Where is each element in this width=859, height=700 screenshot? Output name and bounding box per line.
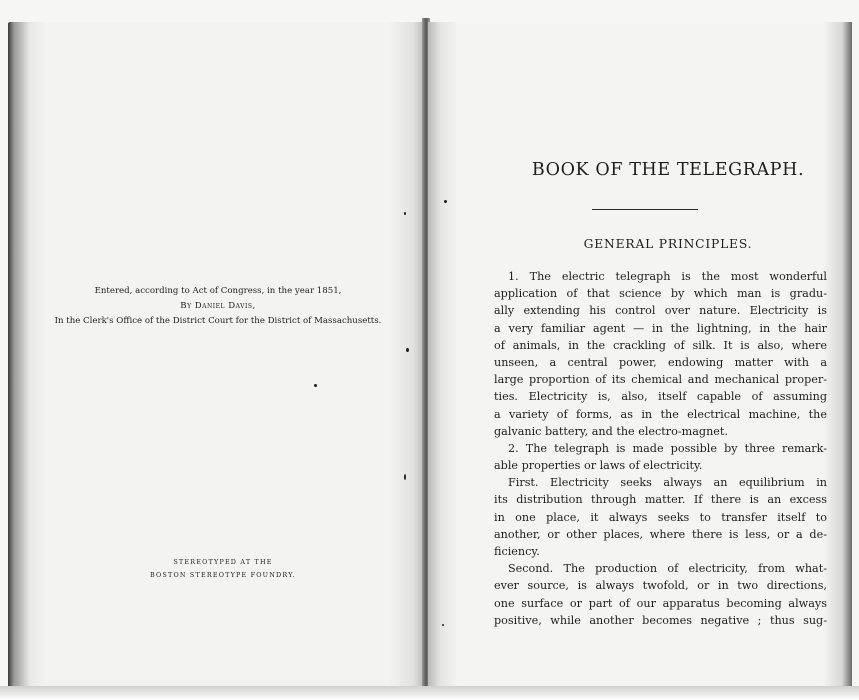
- text-line: another, or other places, where there is less, or a de-: [494, 527, 827, 541]
- text-line: 2. The telegraph is made possible by three remark-: [508, 441, 827, 455]
- text-line: able properties or laws of electricity.: [494, 459, 703, 473]
- copyright-line-1: Entered, according to Act of Congress, in the year 1851,: [94, 286, 342, 296]
- text-line: a variety of forms, as in the electrical machine, the: [494, 407, 827, 421]
- imprint-line-2: BOSTON STEREOTYPE FOUNDRY.: [149, 571, 297, 579]
- text-line: a very familiar agent — in the lightning, in the hair: [494, 321, 827, 335]
- ink-speck: [404, 474, 406, 480]
- text-line: positive, while another becomes negative ; thus sug-: [494, 613, 827, 627]
- text-line: one surface or part of our apparatus becoming always: [494, 596, 827, 610]
- ink-speck: [314, 384, 317, 387]
- stereotype-imprint: [108, 556, 338, 582]
- imprint-line-1: STEREOTYPED AT THE: [173, 558, 273, 566]
- copyright-line-2: By Daniel Davis,: [180, 301, 256, 311]
- title-rule: [592, 209, 698, 210]
- copyright-line-3: In the Clerk's Office of the District Court for the District of Massachusetts.: [54, 316, 382, 326]
- left-page: [8, 22, 424, 690]
- text-line: galvanic battery, and the electro-magnet.: [494, 424, 728, 438]
- copyright-notice: [48, 284, 388, 329]
- text-line: of animals, in the crackling of silk. It is also, where: [494, 338, 827, 352]
- ink-speck: [442, 624, 444, 626]
- text-line: ficiency.: [494, 545, 540, 558]
- text-line: unseen, a central power, endowing matter with a: [494, 355, 827, 369]
- text-line: application of that science by which man is gradu-: [494, 287, 827, 301]
- text-line: ally extending his control over nature. Electricity is: [494, 304, 827, 318]
- text-line: large proportion of its chemical and mechanical proper-: [494, 373, 827, 387]
- text-line: 1. The electric telegraph is the most wonderful: [508, 270, 827, 283]
- text-line: ties. Electricity is, also, itself capable of assuming: [494, 390, 827, 404]
- page-shadow: [0, 686, 859, 700]
- right-page: [428, 22, 852, 690]
- book-title: BOOK OF THE TELEGRAPH.: [531, 160, 805, 180]
- ink-speck: [406, 348, 409, 352]
- text-line: its distribution through matter. If there is an excess: [494, 493, 827, 507]
- text-line: First. Electricity seeks always an equilibrium in: [508, 476, 827, 490]
- text-line: in one place, it always seeks to transfer itself to: [494, 510, 827, 524]
- text-line: ever source, is always twofold, or in two directions,: [494, 579, 827, 593]
- text-line: Second. The production of electricity, from what-: [508, 562, 827, 576]
- body-text: [494, 268, 827, 629]
- section-heading: GENERAL PRINCIPLES.: [583, 237, 753, 251]
- ink-speck: [444, 200, 447, 203]
- ink-speck: [404, 212, 406, 215]
